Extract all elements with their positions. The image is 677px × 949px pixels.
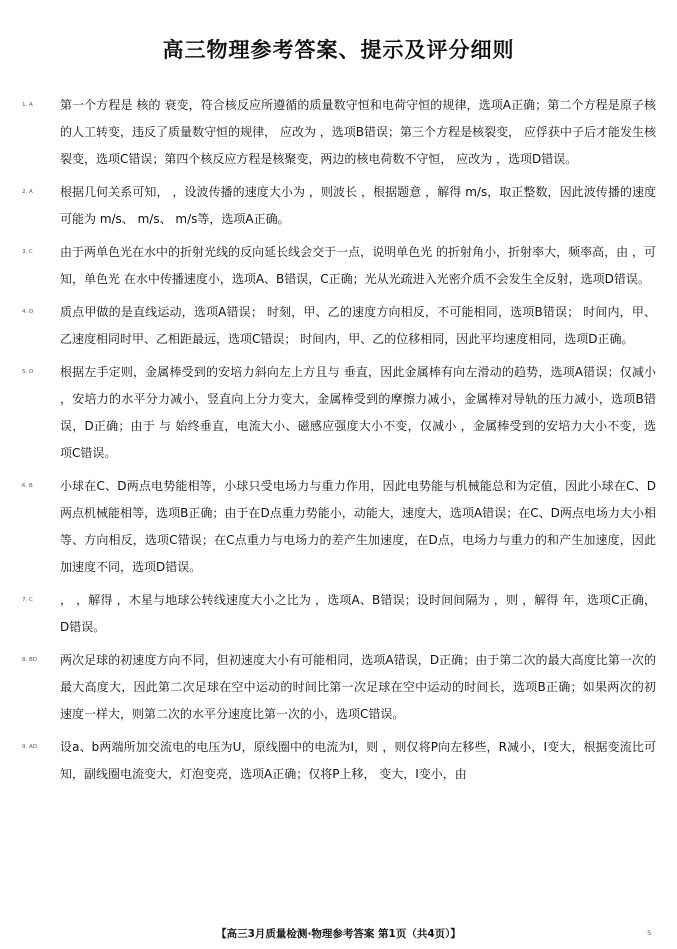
answer-item-8 [22,647,656,728]
item-text: 两次足球的初速度方向不同，但初速度大小有可能相同，选项A错误，D正确；由于第二次的最大高度比第一次的最大高度大，因此第二次足球在空中运动的时间比第一次足球在空中运动的时间长，选项B正确；如果两次的初速度一样大，则第二次的水平分速度比第一次的小，选项C错误。 [60,653,656,721]
answer-item-3 [22,239,656,293]
item-text: 由于两单色光在水中的折射光线的反向延长线会交于一点，说明单色光 的折射角小，折射率大，频率高，由 ，可知，单色光 在水中传播速度小，选项A、B错误，C正确；光从光疏进入光密介质不会发生全反射，选项D错误。 [60,245,656,286]
item-number: 3. C [22,249,33,255]
item-number: 2. A [22,189,33,195]
page-footer: 【高三3月质量检测·物理参考答案 第1页（共4页）】 [216,928,461,940]
item-number: 6. B [22,483,33,489]
answer-item-9 [22,734,656,788]
item-number: 4. D [22,309,34,315]
answer-item-6 [22,473,656,581]
item-number: 7. C [22,597,33,603]
item-text: 设a、b两端所加交流电的电压为U，原线圈中的电流为I，则 ，则仅将P向左移些，R减小，I变大，根据变流比可知，副线圈电流变大，灯泡变亮，选项A正确；仅将P上移， 变大，I变小，由 [60,740,656,781]
item-text: ， ，解得 ，木星与地球公转线速度大小之比为 ，选项A、B错误；设时间间隔为 ，则 ，解得 年，选项C正确，D错误。 [60,593,656,634]
item-text: 第一个方程是 核的 衰变，符合核反应所遵循的质量数守恒和电荷守恒的规律，选项A正确；第二个方程是原子核的人工转变，违反了质量数守恒的规律， 应改为 ，选项B错误；第三个方程是核裂变， 应俘获中子后才能发生核裂变，选项C错误；第四个核反应方程是核聚变，两边的核电荷数不守恒， 应改为 ，选项D错误。 [60,98,656,166]
answer-item-4 [22,299,656,353]
answer-item-1 [22,92,656,173]
answer-list [22,92,656,794]
page-mark: S [647,930,651,937]
item-text: 小球在C、D两点电势能相等，小球只受电场力与重力作用，因此电势能与机械能总和为定值，因此小球在C、D两点机械能相等，选项B正确；由于在D点重力势能小，动能大，速度大，选项A错误；在C、D两点电场力大小相等、方向相反，选项C错误；在C点重力与电场力的差产生加速度，在D点，电场力与重力的和产生加速度，因此加速度不同，选项D错误。 [60,479,656,574]
answer-item-5 [22,359,656,467]
item-text: 根据左手定则，金属棒受到的安培力斜向左上方且与 垂直，因此金属棒有向左滑动的趋势，选项A错误；仅减小 ，安培力的水平分力减小，竖直向上分力变大，金属棒受到的摩擦力减小，金属棒对导轨的压力减小，选项B错误，D正确；由于 与 始终垂直，电流大小、磁感应强度大小不变，仅减小 ，金属棒受到的安培力大小不变，选项C错误。 [60,365,656,460]
answer-item-2 [22,179,656,233]
page-title: 高三物理参考答案、提示及评分细则 [162,38,515,62]
item-number: 8. BD [22,657,38,663]
item-text: 质点甲做的是直线运动，选项A错误； 时刻，甲、乙的速度方向相反，不可能相同，选项B错误； 时间内，甲、乙速度相同时甲、乙相距最远，选项C错误； 时间内，甲、乙的位移相同，因此平均速度相同，选项D正确。 [60,305,656,346]
item-number: 1. A [22,102,33,108]
item-number: 9. AD [22,744,37,750]
item-number: 5. D [22,369,34,375]
answer-item-7 [22,587,656,641]
item-text: 根据几何关系可知， ，设波传播的速度大小为 ，则波长 ，根据题意 ，解得 m/s，取正整数，因此波传播的速度可能为 m/s、 m/s、 m/s等，选项A正确。 [60,185,656,226]
